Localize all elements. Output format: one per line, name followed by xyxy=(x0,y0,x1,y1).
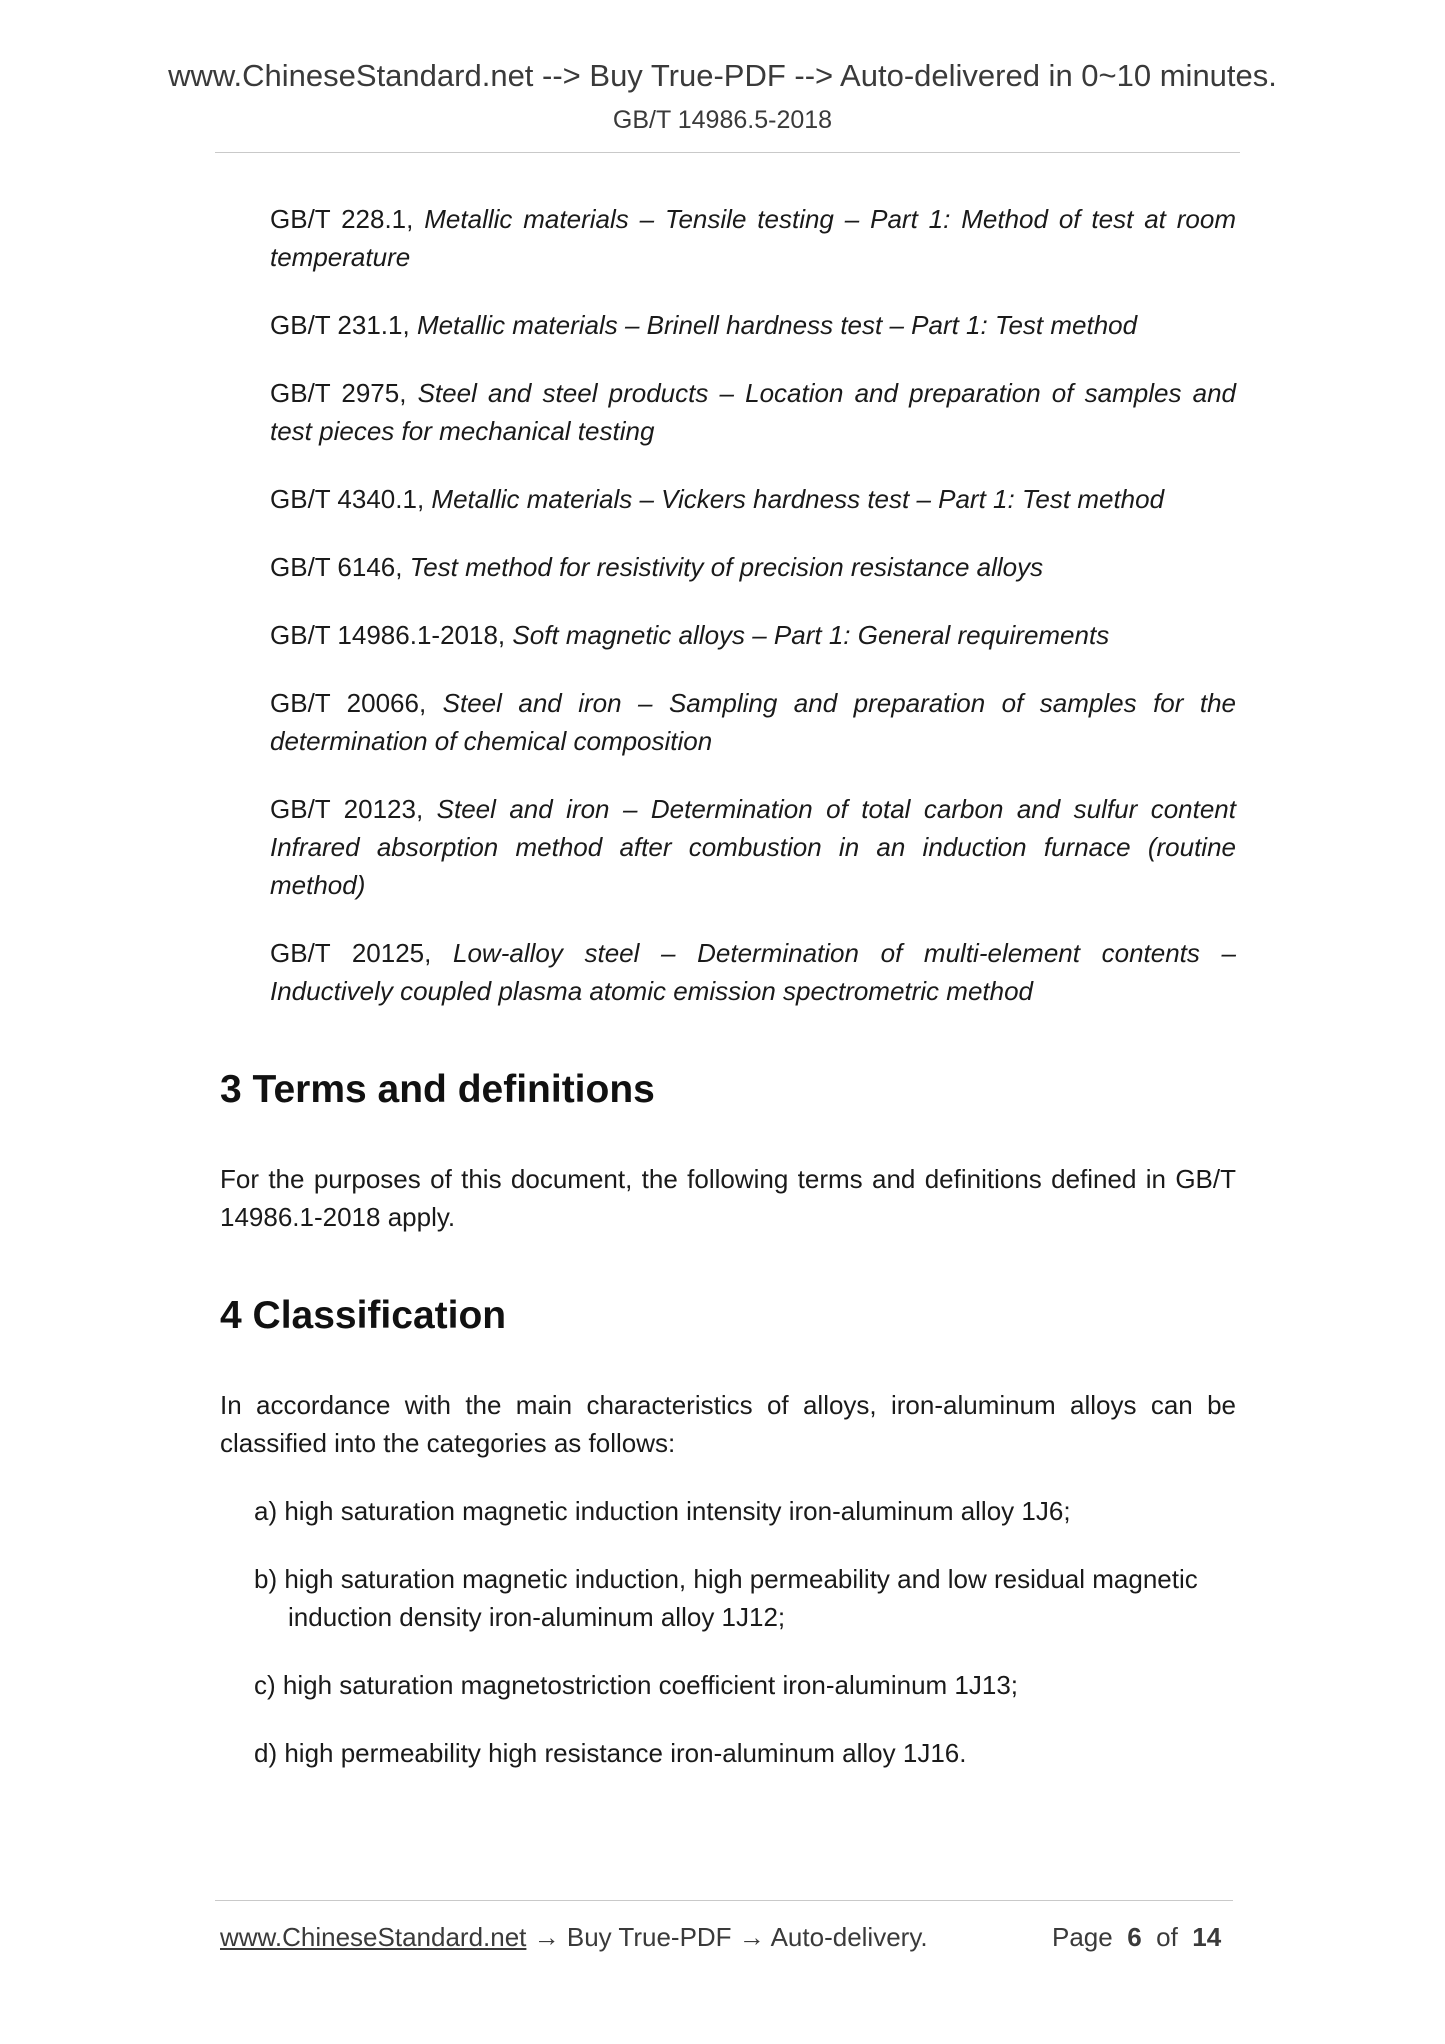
reference-title: Metallic materials – Brinell hardness test – Part 1: Test method xyxy=(416,310,1138,340)
reference-title: Soft magnetic alloys – Part 1: General requirements xyxy=(512,620,1110,650)
list-item xyxy=(254,1492,1236,1530)
list-item-text: d) high permeability high resistance iron-aluminum alloy 1J16. xyxy=(254,1738,967,1768)
reference-item xyxy=(270,616,1236,654)
footer-arrow: → xyxy=(526,1922,567,1952)
footer-links xyxy=(220,1922,928,1953)
reference-code: GB/T 20125, xyxy=(270,938,453,968)
reference-code: GB/T 228.1, xyxy=(270,204,425,234)
list-item xyxy=(254,1666,1236,1704)
page-label: Page xyxy=(1052,1922,1113,1952)
reference-item xyxy=(270,374,1236,450)
reference-code: GB/T 6146, xyxy=(270,552,410,582)
header-divider xyxy=(215,152,1240,153)
reference-item xyxy=(270,684,1236,760)
list-item-continuation: induction density iron-aluminum alloy 1J12; xyxy=(288,1602,786,1632)
reference-item xyxy=(270,480,1236,518)
header-standard-number: GB/T 14986.5-2018 xyxy=(612,106,833,134)
section-paragraph-terms: For the purposes of this document, the following terms and definitions defined in GB/T 14986.1-2018 apply. xyxy=(220,1164,1236,1232)
reference-code: GB/T 2975, xyxy=(270,378,418,408)
reference-title: Test method for resistivity of precision resistance alloys xyxy=(409,552,1044,582)
footer-buy-text: Buy True-PDF xyxy=(566,1922,732,1952)
reference-item xyxy=(270,306,1236,344)
list-item-text: a) high saturation magnetic induction intensity iron-aluminum alloy 1J6; xyxy=(254,1496,1071,1526)
reference-code: GB/T 20123, xyxy=(270,794,437,824)
reference-title: Steel and steel products – Location and preparation of samples and test pieces for mechanical testing xyxy=(270,378,1237,446)
reference-title: Metallic materials – Tensile testing – Part 1: Method of test at room temperature xyxy=(270,204,1237,272)
list-item-text: c) high saturation magnetostriction coefficient iron-aluminum 1J13; xyxy=(254,1670,1019,1700)
section-heading-terms: 3 Terms and definitions xyxy=(220,1068,655,1111)
page-total: 14 xyxy=(1192,1922,1222,1952)
header-site-banner: www.ChineseStandard.net --> Buy True-PDF --> Auto-delivered in 0~10 minutes. xyxy=(168,58,1277,93)
footer-arrow: → xyxy=(731,1922,771,1952)
section-heading-classification: 4 Classification xyxy=(220,1294,507,1337)
page-of-label: of xyxy=(1156,1922,1178,1952)
reference-item xyxy=(270,200,1236,276)
list-item-text: b) high saturation magnetic induction, high permeability and low residual magnetic xyxy=(254,1564,1198,1594)
page-number: 6 xyxy=(1127,1922,1142,1952)
reference-code: GB/T 231.1, xyxy=(270,310,417,340)
reference-item xyxy=(270,548,1236,586)
list-item xyxy=(254,1560,1236,1636)
section-paragraph-classification: In accordance with the main characteristics of alloys, iron-aluminum alloys can be classified into the categories as follows: xyxy=(220,1390,1236,1458)
reference-title: Steel and iron – Determination of total carbon and sulfur content Infrared absorption method after combustion in an induction furnace (routine method) xyxy=(270,794,1236,900)
reference-code: GB/T 14986.1-2018, xyxy=(270,620,513,650)
reference-code: GB/T 4340.1, xyxy=(270,484,432,514)
reference-title: Steel and iron – Sampling and preparation of samples for the determination of chemical composition xyxy=(270,688,1237,756)
footer-divider xyxy=(215,1900,1233,1901)
reference-title: Low-alloy steel – Determination of multi-element contents – Inductively coupled plasma atomic emission spectrometric method xyxy=(270,938,1236,1006)
reference-item xyxy=(270,790,1236,904)
page-indicator xyxy=(1052,1922,1221,1953)
footer-site-link[interactable]: www.ChineseStandard.net xyxy=(220,1922,527,1952)
reference-item xyxy=(270,934,1236,1010)
reference-title: Metallic materials – Vickers hardness test – Part 1: Test method xyxy=(431,484,1165,514)
footer-delivery-text: Auto-delivery. xyxy=(770,1922,928,1952)
list-item xyxy=(254,1734,1236,1772)
reference-code: GB/T 20066, xyxy=(270,688,443,718)
